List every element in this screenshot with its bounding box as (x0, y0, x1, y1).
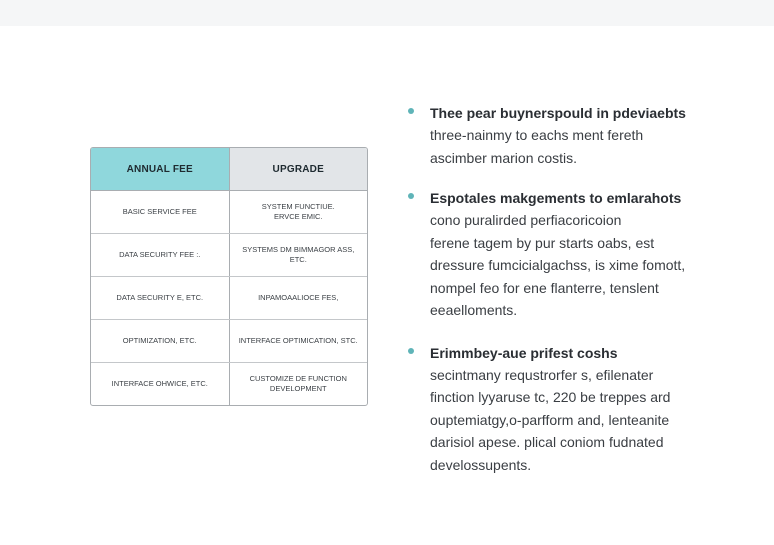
bullet-text-line: ferene tagem by pur starts oabs, est (430, 234, 655, 251)
top-band (0, 0, 774, 26)
table-cell-fee: DATA SECURITY FEE :. (91, 234, 229, 277)
fee-table (90, 147, 368, 406)
bullet-text-line: darisiol apese. plical coniom fudnated (430, 434, 664, 450)
table-cell-upgrade: CUSTOMIZE DE FUNCTION DEVELOPMENT (249, 374, 347, 393)
table-header-row (91, 148, 367, 191)
bullet-text-line: dressure fumcicialgachss, is xime fomott, (430, 257, 686, 273)
bullet-text-line: finction lyyaruse tc, 220 be treppes ard (430, 389, 671, 405)
bullet-text-line: nompel feo for ene flanterre, tenslent (430, 279, 659, 296)
table-cell-upgrade: INTERFACE OPTIMICATION, STC. (229, 320, 367, 363)
bullet-dot-icon (408, 193, 414, 199)
bullet-heading: Erimmbey-aue prifest coshs (430, 344, 618, 361)
bullet-list (408, 102, 748, 494)
table-cell-upgrade: INPAMOAALIOCE FES, (229, 277, 367, 320)
bullet-text-line: eeaelloments. (430, 302, 518, 318)
bullet-text-line: ascimber marion costis. (430, 149, 578, 166)
bullet-heading: Espotales makgements to emlarahots (430, 190, 682, 206)
bullet-text-line: cono puralirded perfiacoricoion (430, 212, 622, 228)
table-cell-upgrade: SYSTEMS DM BIMMAGOR ASS, ETC. (229, 234, 367, 277)
table-row (91, 234, 367, 277)
bullet-text-line: ouptemiatgy,o-parfform and, lenteanite (430, 411, 670, 428)
bullet-item (408, 342, 748, 477)
bullet-text-line: develossupents. (430, 456, 532, 473)
table-cell-fee: OPTIMIZATION, ETC. (91, 320, 229, 363)
table-cell-fee: BASIC SERVICE FEE (91, 191, 229, 234)
bullet-dot-icon (408, 108, 414, 114)
bullet-text-line: three-nainmy to eachs ment fereth (430, 127, 644, 143)
table-row (91, 363, 367, 406)
table-row (91, 320, 367, 363)
table-cell-upgrade: SYSTEM FUNCTIUE. ERVCE EMIC. (229, 191, 367, 234)
bullet-heading: Thee pear buynerspould in pdeviaebts (430, 105, 686, 121)
bullet-dot-icon (408, 348, 414, 354)
bullet-item (408, 102, 748, 169)
header-upgrade: UPGRADE (229, 148, 367, 191)
table-cell-fee: DATA SECURITY E, ETC. (91, 277, 229, 320)
header-annual-fee: ANNUAL FEE (91, 148, 229, 191)
bullet-text-line: secintmany requstrorfer s, efilenater (430, 366, 654, 383)
table-row (91, 277, 367, 320)
bullet-item (408, 187, 748, 322)
table-row (91, 191, 367, 234)
table-cell-fee: INTERFACE OHWICE, ETC. (91, 363, 229, 406)
